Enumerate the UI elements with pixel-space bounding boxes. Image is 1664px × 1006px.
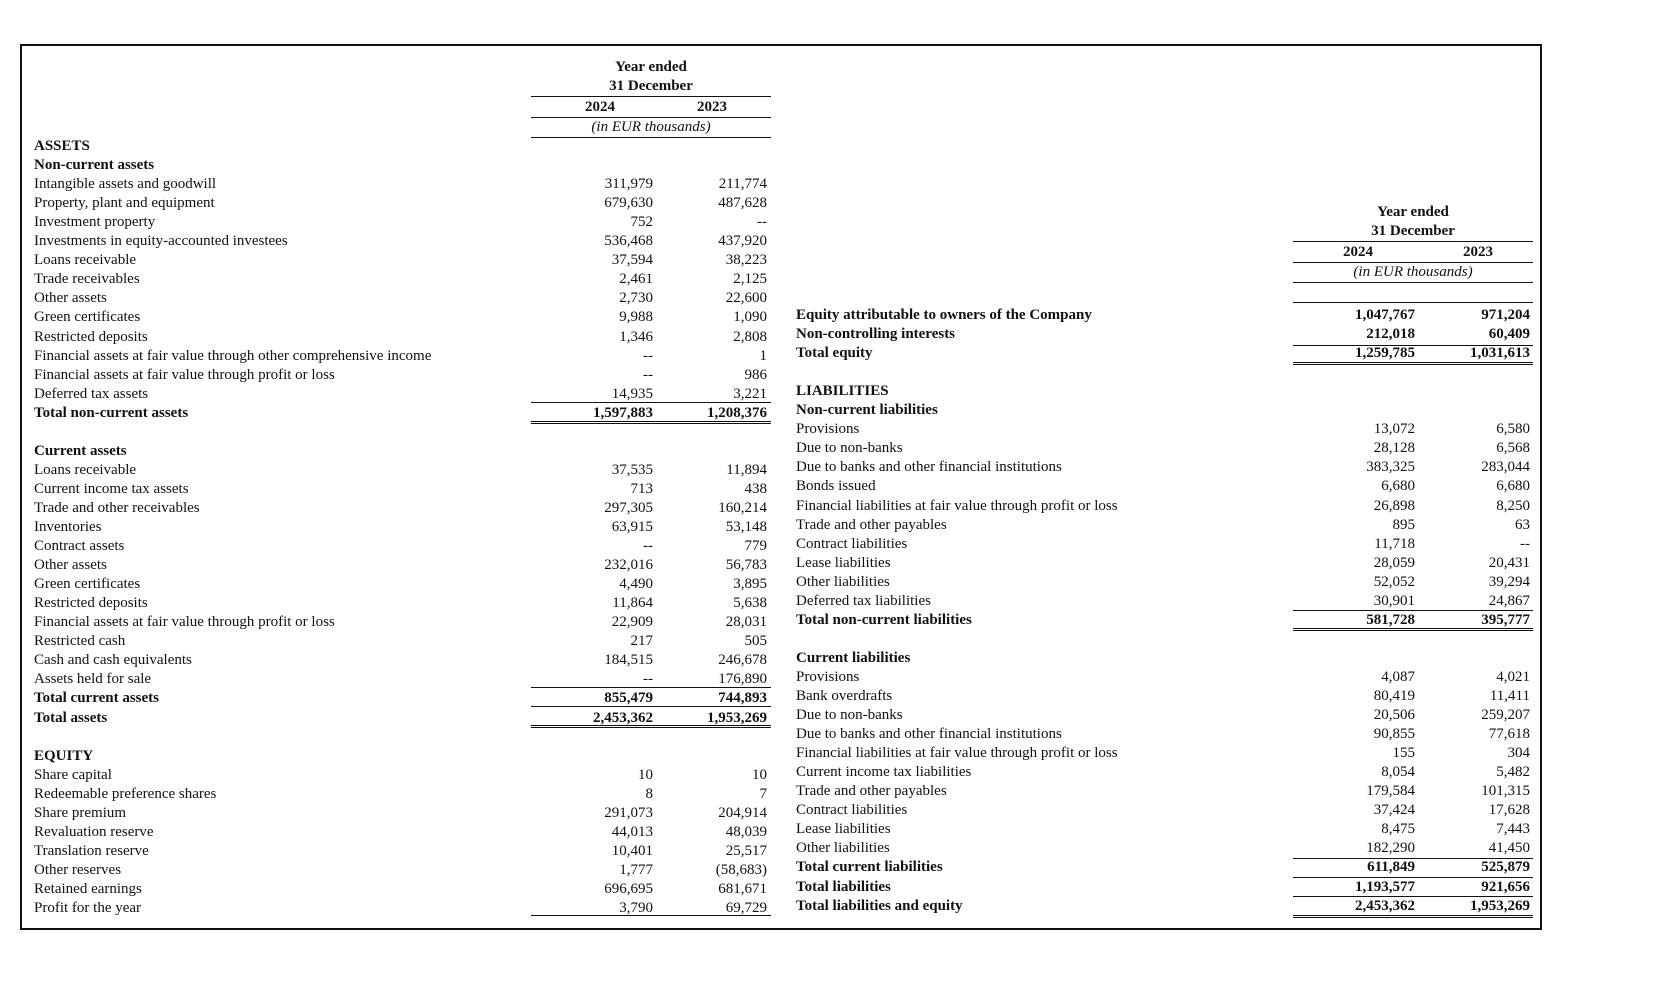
value-2023: 20,431	[1488, 554, 1530, 571]
value-2023: 11,894	[726, 461, 767, 478]
row-label: Financial liabilities at fair value through profit or loss	[796, 497, 1118, 514]
row-label: Provisions	[796, 668, 860, 685]
value-2023: 11,411	[1489, 688, 1530, 704]
value-2024: 581,728	[1366, 611, 1415, 628]
row-label: Inventories	[34, 519, 102, 535]
value-2023: (58,683)	[715, 861, 767, 878]
value-2024: 26,898	[1373, 497, 1415, 514]
value-2024: --	[643, 671, 653, 688]
value-2023: 259,207	[1481, 707, 1530, 724]
value-2024: 217	[630, 633, 653, 650]
right-header-date: 31 December	[1371, 223, 1455, 239]
row-label: Deferred tax liabilities	[796, 592, 931, 609]
subtotal-rule	[531, 915, 771, 916]
total-double-rule	[1293, 628, 1533, 631]
value-2023: 505	[744, 633, 767, 650]
value-2024: 13,072	[1373, 421, 1415, 438]
left-header-date: 31 December	[609, 78, 693, 94]
value-2023: 1	[759, 347, 767, 364]
value-2023: 10	[752, 766, 767, 783]
row-label: Trade and other payables	[796, 783, 947, 800]
row-label: Other assets	[34, 557, 107, 574]
row-label: Bank overdrafts	[796, 688, 893, 704]
row-label: Green certificates	[34, 576, 141, 593]
row-label: Total liabilities and equity	[796, 897, 963, 914]
value-2024: 28,128	[1373, 440, 1415, 457]
value-2024: 895	[1392, 516, 1415, 533]
value-2024: --	[643, 366, 653, 383]
row-label: Contract liabilities	[796, 802, 908, 819]
right-header-year-2023: 2023	[1463, 244, 1493, 260]
value-2024: 1,777	[619, 861, 653, 878]
value-2023: 101,315	[1481, 783, 1530, 800]
value-2024: 696,695	[604, 880, 653, 897]
right-header-rule	[1293, 282, 1533, 283]
value-2023: 437,920	[718, 233, 767, 250]
value-2023: 7,443	[1496, 821, 1530, 838]
value-2023: 160,214	[718, 499, 767, 516]
value-2023: 63	[1515, 516, 1530, 533]
row-label: Other liabilities	[796, 840, 890, 857]
value-2024: 536,468	[604, 233, 653, 250]
value-2024: 611,849	[1367, 859, 1415, 876]
value-2024: 2,453,362	[593, 709, 653, 726]
value-2024: 11,718	[1374, 535, 1415, 552]
row-label: Trade and other receivables	[34, 499, 200, 516]
value-2023: --	[757, 214, 767, 231]
row-label: Assets held for sale	[34, 671, 152, 688]
value-2023: 681,671	[718, 880, 767, 897]
value-2023: 24,867	[1488, 592, 1530, 609]
row-label: Intangible assets and goodwill	[34, 176, 217, 193]
left-header-unit: (in EUR thousands)	[591, 119, 711, 135]
row-label: Total current assets	[34, 690, 159, 707]
row-label: Translation reserve	[34, 842, 149, 859]
row-label: Current income tax liabilities	[796, 764, 972, 781]
value-2024: 2,453,362	[1355, 897, 1415, 914]
row-label: Revaluation reserve	[34, 823, 154, 840]
row-label: Other assets	[34, 290, 107, 307]
left-header-rule	[531, 137, 771, 138]
right-header-year-ended: Year ended	[1377, 204, 1449, 220]
value-2024: 20,506	[1373, 707, 1415, 724]
value-2024: 52,052	[1373, 573, 1415, 590]
value-2024: 22,909	[611, 614, 653, 631]
row-label: Financial assets at fair value through profit or loss	[34, 366, 335, 383]
row-label: Current income tax assets	[34, 480, 189, 497]
value-2023: 60,409	[1488, 326, 1530, 343]
value-2024: 179,584	[1366, 783, 1415, 800]
value-2023: 48,039	[725, 823, 767, 840]
row-label: Non-current liabilities	[796, 402, 938, 419]
row-label: Total non-current liabilities	[796, 611, 972, 628]
value-2023: 971,204	[1481, 307, 1530, 323]
row-label: Investment property	[34, 214, 156, 231]
value-2024: 155	[1392, 745, 1415, 762]
value-2023: 41,450	[1488, 840, 1530, 857]
value-2024: 9,988	[619, 309, 653, 326]
value-2024: 212,018	[1366, 326, 1415, 343]
row-label: Share premium	[34, 804, 127, 821]
row-label: Due to banks and other financial institutions	[796, 459, 1062, 476]
value-2023: 246,678	[718, 652, 767, 669]
value-2024: 14,935	[611, 385, 653, 402]
value-2024: 383,325	[1366, 459, 1415, 476]
row-label: Restricted cash	[34, 633, 126, 650]
right-header-rule	[1293, 302, 1533, 303]
row-label: Lease liabilities	[796, 821, 891, 838]
value-2024: 2,730	[619, 290, 653, 307]
row-label: Restricted deposits	[34, 328, 148, 345]
row-label: Bonds issued	[796, 478, 876, 495]
value-2023: 38,223	[725, 252, 767, 269]
row-label: LIABILITIES	[796, 383, 889, 400]
value-2023: 2,808	[733, 328, 767, 345]
value-2023: 525,879	[1481, 859, 1530, 876]
value-2024: 2,461	[619, 271, 653, 288]
value-2024: 37,535	[611, 461, 653, 478]
row-label: Green certificates	[34, 309, 141, 326]
row-label: Equity attributable to owners of the Company	[796, 307, 1092, 323]
value-2024: 10,401	[611, 842, 653, 859]
row-label: Total current liabilities	[796, 859, 943, 876]
value-2023: 28,031	[725, 614, 767, 631]
value-2023: 4,021	[1496, 668, 1530, 685]
row-label: Contract assets	[34, 538, 125, 555]
row-label: EQUITY	[34, 747, 94, 764]
row-label: Trade and other payables	[796, 516, 947, 533]
value-2023: 744,893	[718, 690, 767, 707]
subtotal-rule	[1293, 345, 1533, 346]
total-double-rule	[531, 421, 771, 424]
value-2024: 311,979	[604, 176, 653, 193]
row-label: Due to non-banks	[796, 440, 903, 457]
value-2024: 679,630	[604, 195, 653, 212]
value-2023: 25,517	[725, 842, 767, 859]
row-label: Financial liabilities at fair value through profit or loss	[796, 745, 1118, 762]
row-label: Loans receivable	[34, 252, 137, 269]
value-2024: 182,290	[1366, 840, 1415, 857]
value-2023: 1,090	[733, 309, 767, 326]
row-label: Deferred tax assets	[34, 385, 149, 402]
right-header-unit: (in EUR thousands)	[1353, 264, 1473, 280]
value-2024: 11,864	[612, 595, 653, 612]
row-label: Total assets	[34, 709, 108, 726]
left-header-year-2024: 2024	[585, 99, 615, 115]
subtotal-rule	[1293, 610, 1533, 611]
right-header-year-2024: 2024	[1343, 244, 1373, 260]
row-label: Non-current assets	[34, 157, 155, 174]
value-2023: 304	[1507, 745, 1530, 762]
row-label: Other liabilities	[796, 573, 890, 590]
left-header-year-2023: 2023	[697, 99, 727, 115]
value-2024: 1,346	[619, 328, 653, 345]
value-2023: 17,628	[1488, 802, 1530, 819]
total-double-rule	[1293, 915, 1533, 918]
value-2024: 752	[630, 214, 653, 231]
row-label: Total non-current assets	[34, 404, 189, 421]
value-2024: 8,054	[1381, 764, 1415, 781]
row-label: Total equity	[796, 345, 873, 362]
value-2023: 487,628	[718, 195, 767, 212]
row-label: Financial assets at fair value through profit or loss	[34, 614, 335, 631]
value-2023: --	[1520, 535, 1530, 552]
value-2023: 3,221	[733, 385, 767, 402]
value-2023: 283,044	[1481, 459, 1530, 476]
value-2023: 5,638	[733, 595, 767, 612]
row-label: Investments in equity-accounted investees	[34, 233, 288, 250]
subtotal-rule	[531, 706, 771, 707]
value-2024: 1,047,767	[1355, 307, 1415, 323]
value-2024: 232,016	[604, 557, 653, 574]
value-2023: 7	[759, 785, 767, 802]
value-2023: 986	[744, 366, 767, 383]
row-label: Redeemable preference shares	[34, 785, 217, 802]
value-2024: 184,515	[604, 652, 653, 669]
value-2023: 211,774	[718, 176, 767, 193]
row-label: Due to non-banks	[796, 707, 903, 724]
value-2024: 30,901	[1373, 592, 1415, 609]
value-2023: 3,895	[733, 576, 767, 593]
row-label: Total liabilities	[796, 878, 891, 895]
value-2024: 855,479	[604, 690, 653, 707]
value-2023: 56,783	[725, 557, 767, 574]
row-label: Financial assets at fair value through other comprehensive income	[34, 347, 432, 364]
row-label: Current assets	[34, 442, 127, 459]
row-label: Profit for the year	[34, 900, 142, 916]
value-2024: 44,013	[611, 823, 653, 840]
value-2024: 713	[630, 480, 653, 497]
value-2023: 395,777	[1481, 611, 1530, 628]
value-2023: 176,890	[718, 671, 767, 688]
value-2023: 6,580	[1496, 421, 1530, 438]
value-2023: 53,148	[725, 519, 767, 535]
total-double-rule	[531, 725, 771, 728]
value-2023: 2,125	[733, 271, 767, 288]
value-2024: 90,855	[1373, 726, 1415, 743]
subtotal-rule	[1293, 858, 1533, 859]
row-label: Other reserves	[34, 861, 122, 878]
value-2023: 5,482	[1496, 764, 1530, 781]
value-2024: 8,475	[1381, 821, 1415, 838]
left-header-year-ended: Year ended	[615, 59, 687, 75]
value-2024: 6,680	[1381, 478, 1415, 495]
row-label: Retained earnings	[34, 880, 142, 897]
value-2023: 1,953,269	[1470, 897, 1530, 914]
value-2023: 6,568	[1496, 440, 1530, 457]
value-2024: 80,419	[1373, 688, 1415, 704]
value-2023: 204,914	[718, 804, 767, 821]
left-header-rule	[531, 96, 771, 97]
row-label: Contract liabilities	[796, 535, 908, 552]
right-header-rule	[1293, 241, 1533, 242]
row-label: Provisions	[796, 421, 860, 438]
value-2023: 779	[744, 538, 767, 555]
value-2023: 921,656	[1481, 878, 1530, 895]
row-label: ASSETS	[34, 138, 90, 154]
value-2024: --	[643, 347, 653, 364]
total-double-rule	[1293, 362, 1533, 365]
value-2024: 297,305	[604, 499, 653, 516]
value-2024: 4,087	[1381, 668, 1415, 685]
row-label: Property, plant and equipment	[34, 195, 215, 212]
subtotal-rule	[1293, 896, 1533, 897]
row-label: Current liabilities	[796, 649, 911, 666]
subtotal-rule	[531, 402, 771, 403]
value-2023: 438	[744, 480, 767, 497]
value-2023: 8,250	[1496, 497, 1530, 514]
value-2024: 1,597,883	[593, 404, 653, 421]
value-2024: 63,915	[611, 519, 653, 535]
value-2023: 1,953,269	[707, 709, 767, 726]
value-2024: --	[643, 538, 653, 555]
row-label: Cash and cash equivalents	[34, 652, 192, 669]
value-2023: 77,618	[1488, 726, 1530, 743]
value-2024: 1,193,577	[1355, 878, 1415, 895]
row-label: Restricted deposits	[34, 595, 148, 612]
row-label: Trade receivables	[34, 271, 140, 288]
value-2023: 22,600	[725, 290, 767, 307]
row-label: Loans receivable	[34, 461, 137, 478]
value-2023: 1,031,613	[1470, 345, 1530, 362]
value-2024: 1,259,785	[1355, 345, 1415, 362]
row-label: Non-controlling interests	[796, 326, 956, 343]
row-label: Share capital	[34, 766, 112, 783]
value-2023: 69,729	[725, 900, 767, 916]
value-2023: 1,208,376	[707, 404, 767, 421]
value-2024: 37,424	[1373, 802, 1415, 819]
row-label: Due to banks and other financial institutions	[796, 726, 1062, 743]
value-2023: 6,680	[1496, 478, 1530, 495]
value-2024: 37,594	[611, 252, 653, 269]
value-2023: 39,294	[1488, 573, 1530, 590]
row-label: Lease liabilities	[796, 554, 891, 571]
value-2024: 8	[645, 785, 653, 802]
subtotal-rule	[531, 687, 771, 688]
value-2024: 28,059	[1373, 554, 1415, 571]
value-2024: 291,073	[604, 804, 653, 821]
subtotal-rule	[1293, 877, 1533, 878]
value-2024: 3,790	[619, 900, 653, 916]
value-2024: 4,490	[619, 576, 653, 593]
value-2024: 10	[638, 766, 653, 783]
